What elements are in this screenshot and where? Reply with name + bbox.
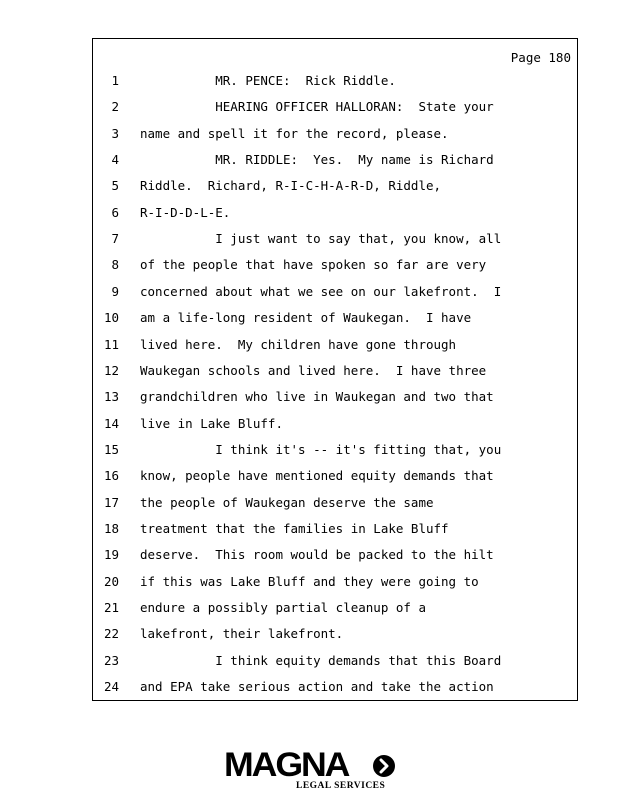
logo-subtitle: LEGAL SERVICES	[296, 781, 386, 791]
line-number: 6	[111, 204, 119, 220]
line-text: lakefront, their lakefront.	[140, 626, 344, 642]
line-text: live in Lake Bluff.	[140, 415, 283, 431]
line-number: 22	[103, 626, 119, 642]
line-number: 15	[103, 441, 119, 457]
line-number: 14	[103, 415, 119, 431]
line-number: 9	[111, 283, 119, 299]
line-number: 18	[103, 520, 119, 536]
line-text: am a life-long resident of Waukegan. I have	[140, 310, 472, 326]
line-number: 17	[103, 494, 119, 510]
line-text: Riddle. Richard, R-I-C-H-A-R-D, Riddle,	[140, 178, 442, 194]
page-number: Page 180	[510, 50, 571, 65]
line-text: HEARING OFFICER HALLORAN: State your	[140, 99, 494, 115]
line-text: name and spell it for the record, please.	[140, 125, 449, 141]
transcript-page	[92, 38, 578, 701]
line-number: 7	[111, 231, 119, 247]
line-text: of the people that have spoken so far are very	[140, 257, 487, 273]
magna-logo	[224, 748, 396, 792]
line-number: 3	[111, 125, 119, 141]
line-text: lived here. My children have gone through	[140, 336, 457, 352]
line-number: 24	[103, 679, 119, 695]
line-text: MR. PENCE: Rick Riddle.	[140, 73, 396, 88]
line-number: 20	[103, 573, 119, 589]
line-text: I think it's -- it's fitting that, you	[140, 441, 502, 457]
line-text: treatment that the families in Lake Bluff	[140, 520, 449, 536]
line-number: 5	[111, 178, 119, 194]
logo-wordmark: MAGNA	[224, 746, 349, 784]
line-number: 16	[103, 468, 119, 484]
line-number: 21	[103, 600, 119, 615]
line-text: deserve. This room would be packed to the hilt	[140, 547, 494, 563]
line-text: I just want to say that, you know, all	[140, 231, 502, 247]
line-number: 23	[103, 652, 119, 668]
line-text: R-I-D-D-L-E.	[140, 204, 231, 220]
line-number: 8	[111, 257, 119, 273]
line-text: and EPA take serious action and take the action	[140, 679, 494, 695]
line-text: if this was Lake Bluff and they were going to	[140, 573, 479, 589]
line-text: grandchildren who live in Waukegan and two that	[140, 389, 494, 405]
line-number: 1	[111, 73, 119, 88]
line-number: 4	[111, 152, 119, 168]
line-text: I think equity demands that this Board	[140, 652, 502, 668]
line-text: MR. RIDDLE: Yes. My name is Richard	[140, 152, 494, 168]
line-number: 11	[103, 336, 119, 352]
line-number: 2	[111, 99, 119, 115]
line-text: endure a possibly partial cleanup of a	[140, 600, 426, 615]
line-number: 12	[103, 362, 119, 378]
line-text: Waukegan schools and lived here. I have three	[140, 362, 487, 378]
line-number: 19	[103, 547, 119, 563]
line-number: 13	[103, 389, 119, 405]
arrow-right-circle-icon	[373, 755, 395, 777]
line-text: the people of Waukegan deserve the same	[140, 494, 434, 510]
line-text: concerned about what we see on our lakefront. I	[140, 283, 502, 299]
line-text: know, people have mentioned equity demands that	[140, 468, 494, 484]
line-number: 10	[103, 310, 119, 326]
